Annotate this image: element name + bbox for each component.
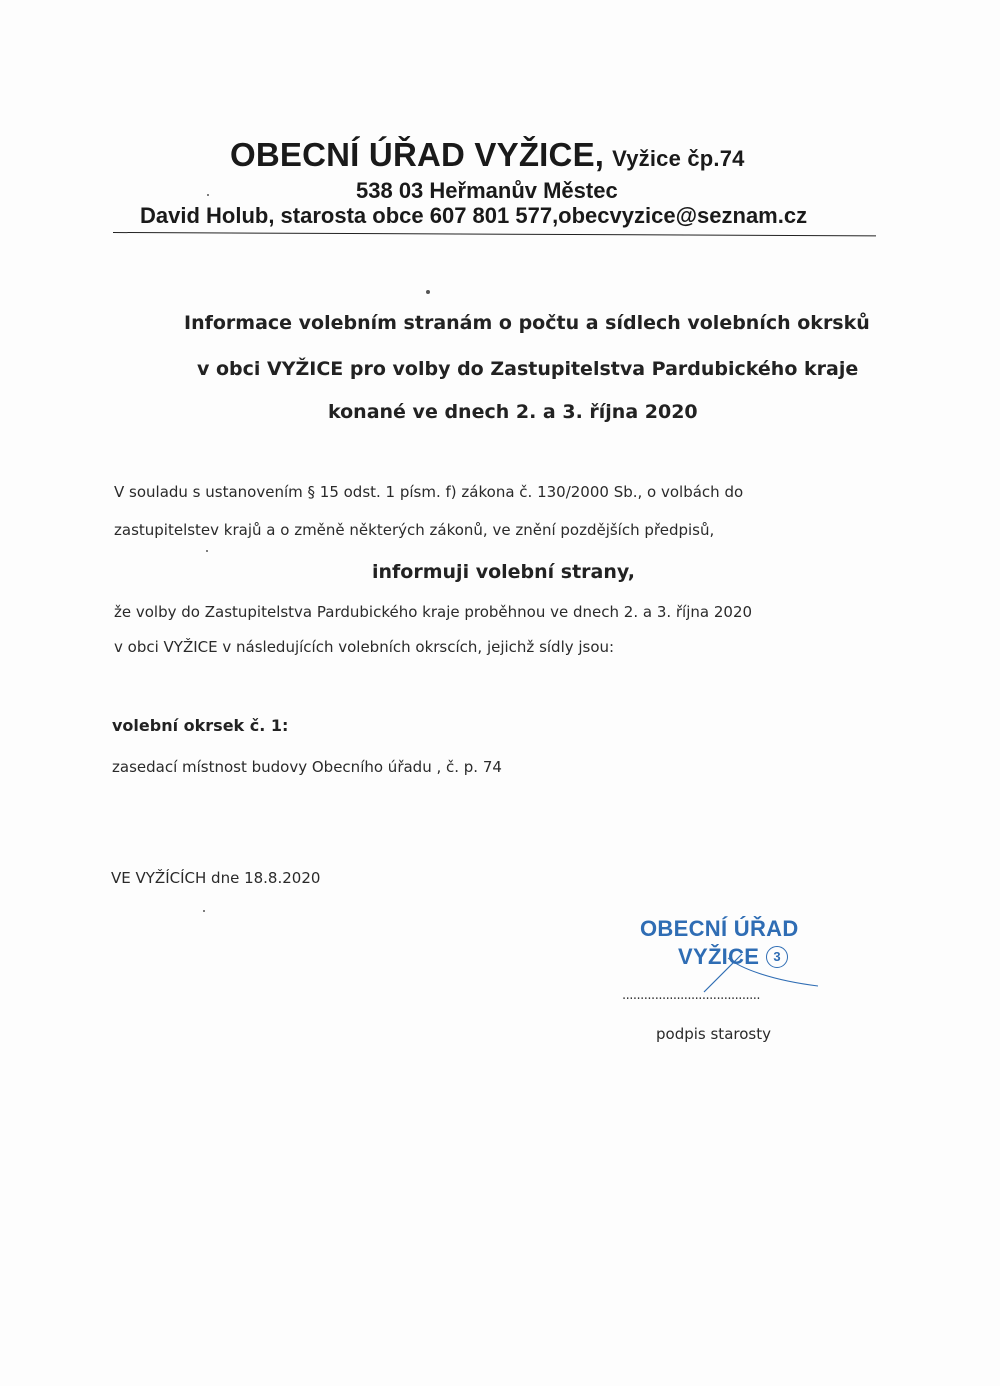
body-paragraph-1-line-1: V souladu s ustanovením § 15 odst. 1 písm. f) zákona č. 130/2000 Sb., o volbách do [114,483,744,501]
body-paragraph-2-line-2: v obci VYŽICE v následujících volebních okrscích, jejichž sídly jsou: [114,638,615,656]
body-paragraph-1-line-2: zastupitelstev krajů a o změně některých zákonů, ve znění pozdějších předpisů, [114,521,715,539]
scan-speck [203,910,205,912]
signature-line: ...................................... [622,988,761,1003]
letterhead-rule [113,232,876,236]
scan-speck [426,290,430,294]
office-address: Vyžice čp.74 [612,146,745,171]
scan-speck [207,194,209,196]
office-name: OBECNÍ ÚŘAD VYŽICE, [230,136,605,173]
district-label: volební okrsek č. 1: [112,716,289,735]
body-emphasis: informuji volební strany, [372,561,636,583]
stamp-line-2: VYŽICE [678,944,760,969]
body-paragraph-2-line-1: že volby do Zastupitelstva Pardubického kraje proběhnou ve dnech 2. a 3. října 2020 [114,603,753,621]
stamp-number: 3 [766,946,788,968]
heading-line-1: Informace volebním stranám o počtu a sídlech volebních okrsků [184,312,870,334]
heading-line-2: v obci VYŽICE pro volby do Zastupitelstva Pardubického kraje [197,358,859,380]
scan-speck [206,550,208,552]
letterhead-title [230,136,745,174]
letterhead-city: 538 03 Heřmanův Městec [356,178,618,203]
letterhead-contact: David Holub, starosta obce 607 801 577,obecvyzice@seznam.cz [140,203,808,228]
stamp-line-1: OBECNÍ ÚŘAD [640,916,799,941]
heading-line-3: konané ve dnech 2. a 3. října 2020 [328,401,698,423]
district-location: zasedací místnost budovy Obecního úřadu , č. p. 74 [112,758,502,776]
place-and-date: VE VYŽÍCÍCH dne 18.8.2020 [111,869,321,887]
signature-label: podpis starosty [656,1025,771,1043]
